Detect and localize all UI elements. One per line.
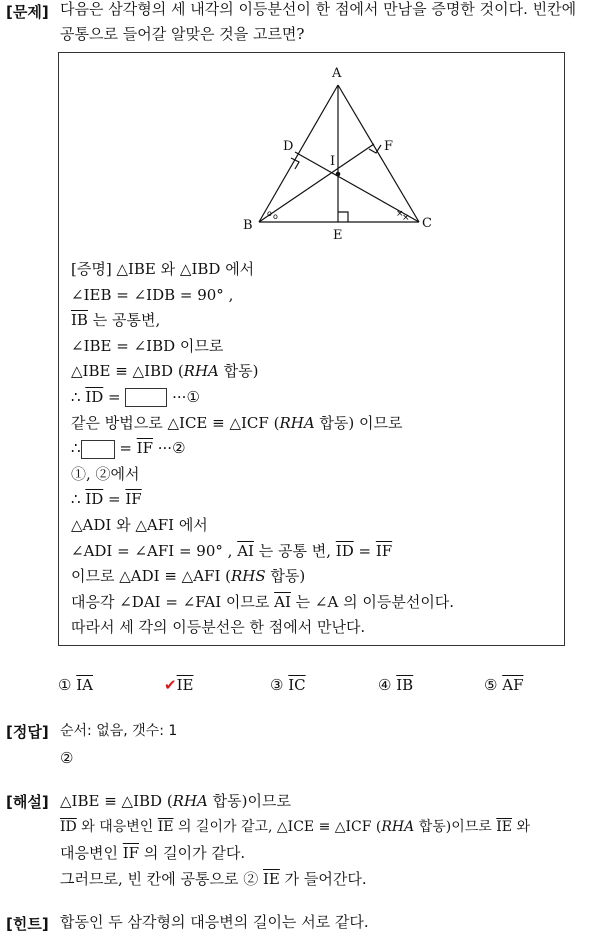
proof-line-14: 대응각 ∠DAI = ∠FAI 이므로 $\overline{AI}$ 는 ∠A 의 이등분선이다. <box>71 592 455 611</box>
choice-4[interactable]: ④ $\overline{IB}$ <box>378 676 414 694</box>
proof-text <box>71 257 454 641</box>
answer-tag: [정답] <box>6 723 49 741</box>
incenter-point <box>336 172 341 177</box>
blank-box-2 <box>81 440 115 459</box>
proof-line-13: 이므로 △ADI ≡ △AFI (RHS 합동) <box>71 567 306 586</box>
answer-line-1: 순서: 없음, 갯수: 1 <box>60 723 178 739</box>
label-e: E <box>333 228 343 243</box>
choice-5[interactable]: ⑤ $\overline{AF}$ <box>484 676 524 694</box>
proof-box <box>58 52 565 646</box>
explanation-line-2: $\overline{ID}$ 와 대응변인 $\overline{IE}$ 의 길이가 같고, △ICE ≡ △ICF (RHA 합동)이므로 $\overline{IE}$ 와 <box>60 819 530 835</box>
label-c: C <box>422 216 432 231</box>
label-i: I <box>330 154 336 169</box>
proof-line-15: 따라서 세 각의 이등분선은 한 점에서 만난다. <box>71 618 366 637</box>
proof-line-8: ∴ = $\overline{IF}$ ···② <box>71 439 186 458</box>
proof-line-4: ∠IBE = ∠IBD 이므로 <box>71 336 224 355</box>
hint-tag: [힌트] <box>6 915 49 933</box>
proof-line-6: ∴ $\overline{ID}$ = ···① <box>71 387 200 406</box>
check-icon: ✔ <box>164 676 177 694</box>
explanation-line-1: △IBE ≡ △IBD (RHA 합동)이므로 <box>60 792 291 810</box>
choice-1[interactable]: ① $\overline{IA}$ <box>58 676 93 694</box>
label-f: F <box>384 139 394 154</box>
explanation-line-4: 그러므로, 빈 칸에 공통으로 ② $\overline{IE}$ 가 들어간다. <box>60 870 367 888</box>
proof-line-11: △ADI 와 △AFI 에서 <box>71 515 208 534</box>
label-a: A <box>332 66 342 81</box>
angle-mark-c1: × <box>396 209 404 219</box>
explanation-line-3: 대응변인 $\overline{IF}$ 의 길이가 같다. <box>60 844 246 862</box>
angle-mark-c2: × <box>402 213 410 223</box>
blank-box-1 <box>125 388 167 407</box>
proof-line-12: ∠ADI = ∠AFI = 90° , $\overline{AI}$ 는 공통 변, $\overline{ID} = \overline{IF}$ <box>71 541 393 560</box>
proof-line-10: ∴ $\overline{ID} = \overline{IF}$ <box>71 490 142 509</box>
proof-line-3: $\overline{IB}$ 는 공통변, <box>71 311 161 330</box>
answer-line-2: ② <box>60 749 74 767</box>
angle-mark-b2: o <box>273 212 278 221</box>
proof-line-5: △IBE ≡ △IBD (RHA 합동) <box>71 362 259 381</box>
angle-mark-b1: o <box>267 209 272 218</box>
proof-line-2: ∠IEB = ∠IDB = 90° , <box>71 285 234 304</box>
choice-2[interactable]: $✔\overline{IE}$ <box>164 676 194 694</box>
proof-line-9: ①, ②에서 <box>71 464 140 483</box>
proof-line-1: [증명] △IBE 와 △IBD 에서 <box>71 260 255 278</box>
proof-line-7: 같은 방법으로 △ICE ≡ △ICF (RHA 합동) 이므로 <box>71 413 403 432</box>
label-b: B <box>243 218 253 233</box>
problem-line-2: 공통으로 들어갈 알맞은 것을 고르면? <box>60 25 305 43</box>
explanation-tag: [해설] <box>6 793 49 811</box>
hint-text: 합동인 두 삼각형의 대응변의 길이는 서로 같다. <box>60 913 369 931</box>
label-d: D <box>283 139 294 154</box>
problem-tag: [문제] <box>6 3 49 21</box>
problem-line-1: 다음은 삼각형의 세 내각의 이등분선이 한 점에서 만남을 증명한 것이다. 빈칸에 <box>60 0 577 18</box>
triangle-diagram <box>59 53 564 253</box>
choice-3[interactable]: ③ $\overline{IC}$ <box>270 676 306 694</box>
